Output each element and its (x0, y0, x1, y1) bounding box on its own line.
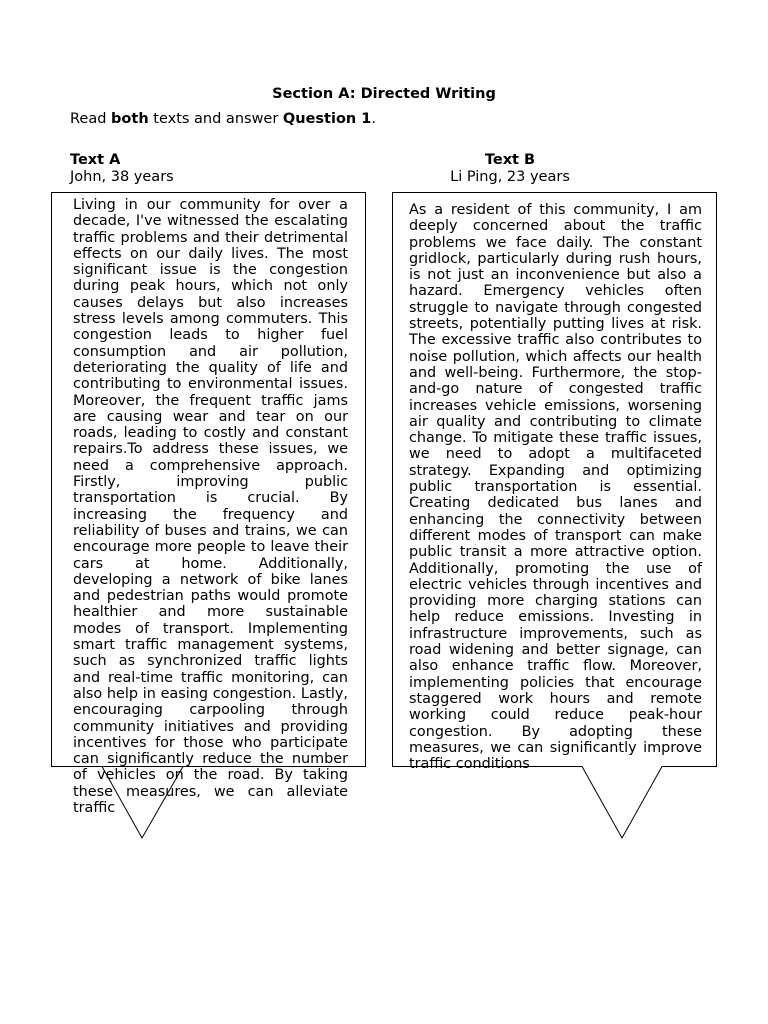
instruction-prefix: Read (70, 111, 112, 127)
text-b-author: Li Ping, 23 years (450, 169, 570, 185)
instruction-suffix: . (371, 111, 376, 127)
instruction-bold-question: Question 1 (282, 111, 372, 127)
text-a-body: Living in our community for over a decade, I've witnessed the escalating traffic problems and their detrimental effects on our daily lives. The most significant issue is the congestion during peak hours, which not only causes delays but also increases stress levels among commuters. This congestion leads to higher fuel consumption and air pollution, deteriorating the quality of life and contributing to environmental issues. Moreover, the frequent traffic jams are causing wear and tear on our roads, leading to costly and constant repairs.To address these issues, we need a comprehensive approach. Firstly, improving public transportation is crucial. By increasing the frequency and reliability of buses and trains, we can encourage more people to leave their cars at home. Additionally, developing a network of bike lanes and pedestrian paths would promote healthier and more sustainable modes of transport. Implementing smart traffic management systems, such as synchronized traffic lights and real-time traffic monitoring, can also help in easing congestion. Lastly, encouraging carpooling through community initiatives and providing incentives for those who participate can significantly reduce the number of vehicles on the road. By taking these measures, we can alleviate traffic (73, 197, 348, 816)
text-a-heading: Text A (70, 152, 121, 168)
instruction-bold-both: both (111, 111, 149, 127)
text-b-body: As a resident of this community, I am deeply concerned about the traffic problems we face daily. The constant gridlock, particularly during rush hours, is not just an inconvenience but also a hazard. Emergency vehicles often struggle to navigate through congested streets, potentially putting lives at risk. The excessive traffic also contributes to noise pollution, which affects our health and well-being. Furthermore, the stop-and-go nature of congested traffic increases vehicle emissions, worsening air quality and contributing to climate change. To mitigate these traffic issues, we need to adopt a multifaceted strategy. Expanding and optimizing public transportation is essential. Creating dedicated bus lanes and enhancing the connectivity between different modes of transport can make public transit a more attractive option. Additionally, promoting the use of electric vehicles through incentives and providing more charging stations can help reduce emissions. Investing in infrastructure improvements, such as road widening and better signage, can also enhance traffic flow. Moreover, implementing policies that encourage staggered work hours and remote working could reduce peak-hour congestion. By adopting these measures, we can significantly improve traffic conditions (409, 202, 702, 773)
section-title: Section A: Directed Writing (272, 86, 496, 102)
text-b-heading: Text B (484, 152, 536, 168)
text-a-author: John, 38 years (70, 169, 174, 185)
instruction-middle: texts and answer (148, 111, 283, 127)
